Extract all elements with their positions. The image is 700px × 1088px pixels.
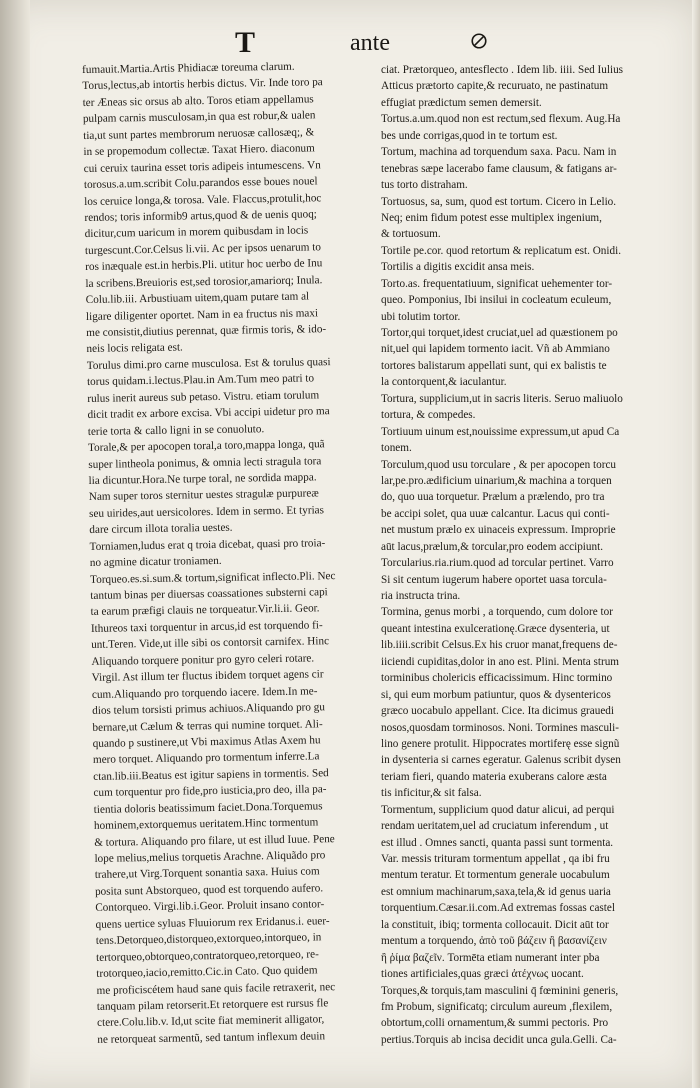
text-line: tanquam pilam retorserit.Et retorquere est rursus fle: [96, 997, 329, 1013]
text-line: lib.iiii.scribit Celsus.Ex his cruor manat,frequens de-: [381, 639, 618, 652]
text-line: Tormina, genus morbi , a torquendo, cum dolore tor: [381, 606, 613, 619]
text-line: cui ceruix taurina esset toris adipeis intumescens. Vn: [83, 158, 321, 175]
text-line: Virgil. Ast illum ter fluctus ibidem torquet agens cir: [91, 668, 324, 685]
binding-gutter: [0, 0, 30, 1088]
text-line: posita sunt Abstorqueo, quod est torquendo aufero.: [94, 882, 324, 898]
text-line: ciat. Prætorqueo, antesflecto . Idem lib. iiii. Sed Iulius: [381, 64, 624, 76]
text-line: Torniamen,ludus erat q troia dicebat, quasi pro troia-: [89, 536, 326, 553]
text-line: tis inficitur,& sit falsa.: [381, 787, 482, 800]
text-line: Torto.as. frequentatiuum, significat uehementer tor-: [381, 277, 613, 290]
text-line: Neq; enim fidum potest esse multiplex ingenium,: [381, 211, 602, 224]
text-line: bes unde corrigas,quod in te tortum est.: [381, 129, 558, 142]
text-line: pulpam carnis musculosam,in qua est robur,& ualen: [82, 109, 316, 126]
text-line: Torus,lectus,ab intortis herbis dictus. Vir. Inde toro pa: [82, 76, 323, 93]
text-line: Tormentum, supplicium quod datur alicui, ad perqui: [381, 803, 615, 816]
text-line: ἢ ῥίμα βαζεῖν. Tormēta etiam numerant inter pba: [381, 951, 600, 964]
text-line: Colu.lib.iii. Arbustiuam uitem,quam putare tam al: [85, 290, 310, 307]
text-line: do, quo uua torquetur. Prælum a prælendo, pro tra: [381, 491, 605, 504]
text-line: Aliquando torquere ponitur pro gyro celeri rotare.: [91, 652, 315, 668]
text-line: trotorqueo,iacio,remitto.Cic.in Cato. Quo quidem: [96, 964, 318, 980]
text-line: græco uocabulo appellant. Cice. Ita dicimus grauedi: [381, 705, 614, 718]
text-line: mentum a torquendo, ἀπὸ τοῦ βάζειν ἢ βασανίζειν: [381, 935, 607, 948]
text-line: Ithureos taxi torquentur in arcus,id est torquendo fi-: [90, 619, 323, 635]
text-line: torus quidam.i.lectus.Plau.in Am.Tum meo patri to: [86, 372, 315, 389]
text-line: iiciendi cupiditas,dolor in ano est. Plini. Menta strum: [381, 655, 620, 668]
text-line: cum torquentur pro fide,pro iusticia,pro deo, illa pa-: [93, 783, 327, 800]
text-line: Si sit centum iugerum habere oportet uasa torcula-: [381, 573, 607, 586]
text-line: tiones artificiales,quas græci ἀτέχνως uocant.: [381, 968, 584, 981]
text-line: bernare,ut Cælum & terras qui numine torquet. Ali-: [92, 717, 323, 734]
text-line: si, qui eum morbum patiuntur, quos & dysentericos: [381, 688, 611, 701]
text-line: est illud . Omnes sancti, quanta passi sunt tormenta.: [381, 836, 614, 849]
text-line: tia,ut sunt partes membrorum neruosæ callosæq;, &: [83, 126, 315, 142]
text-line: Contorqueo. Virgi.lib.i.Geor. Proluit insano contor-: [95, 898, 325, 915]
text-line: Torale,& per apocopen toral,a toro,mappa longa, quã: [87, 438, 325, 455]
text-line: rulus inerit aureus sub petaso. Vistru. etiam torulum: [87, 389, 320, 405]
text-line: lia dicuntur.Hora.Ne turpe toral, ne sordida mappa.: [88, 471, 317, 487]
text-line: lar,pe.pro.ædificium uinarium,& machina a torquen: [381, 474, 612, 487]
text-line: & tortuosum.: [381, 228, 441, 241]
text-line: torquentium.Cæsar.ii.com.Ad extremas fossas castel: [381, 902, 615, 915]
text-line: Var. messis trituram tormentum appellat , qa ibi fru: [381, 853, 610, 865]
text-line: tortores balistarum appellati sunt, qui ex balistis te: [381, 359, 607, 372]
text-line: tientia doloris beatissimum faciet.Dona.Torquemus: [93, 800, 323, 816]
text-line: in se propemodum collectæ. Taxat Hiero. diaconum: [83, 142, 315, 159]
text-line: tonem.: [381, 442, 412, 455]
text-line: fm Probum, significatq; circulum aureum ,flexilem,: [381, 1000, 613, 1013]
text-line: mero torquet. Aliquando pro tormentum inferre.La: [92, 750, 320, 767]
text-line: ros inæquale est.in herbis.Pli. utitur hoc uerbo de Inu: [85, 257, 323, 274]
text-line: super lintheola ponimus, & omnia lecti stragula tora: [88, 454, 322, 471]
text-line: me consistit,diutius perennat, quæ firmis toris, & ido-: [86, 323, 327, 339]
running-head-word: ante: [350, 30, 390, 56]
text-line: turgescunt.Cor.Celsus li.vii. Ac per ipsos uenarum to: [84, 241, 321, 257]
text-line: Tortiuum uinum est,nouissime expressum,ut apud Ca: [381, 425, 620, 438]
text-line: Tortuosus, sa, sum, quod est tortum. Cicero in Lelio.: [381, 195, 617, 208]
text-line: torosus.a.um.scribit Colu.parandos esse boues nouel: [83, 175, 318, 192]
text-line: queo. Pomponius, Ibi insilui in cocleatum eculeum,: [381, 294, 612, 307]
text-line: Tortile pe.cor. quod retortum & replicatum est. Onidi.: [381, 244, 621, 257]
text-line: Torcularius.ria.rium.quod ad torcular pertinet. Varro: [381, 557, 614, 570]
text-line: Torulus dimi.pro carne musculosa. Est & torulus quasi: [86, 356, 331, 372]
text-line: la scribens.Breuioris est,sed torosior,amariorq; Inula.: [85, 273, 323, 290]
text-line: pertius.Torquis ab incisa decidit unca gula.Gelli. Ca-: [381, 1033, 617, 1046]
text-line: dicit tradit ex arbore excisa. Vbi accipi uidetur pro ma: [87, 405, 330, 422]
text-line: tantum binas per diuersas coassationes substerni capi: [90, 586, 328, 602]
text-line: & tortura. Aliquando pro filare, ut est illud Iuue. Pene: [94, 832, 335, 849]
text-line: tortura, & compedes.: [381, 409, 476, 422]
text-line: dicitur,cum uaricum in morem quibusdam in locis: [84, 224, 309, 241]
text-line: dare circum illota toralia uestes.: [89, 521, 233, 537]
text-line: ter Æneas sic orsus ab alto. Toros etiam appellamus: [82, 93, 314, 109]
text-line: trahere,ut Virg.Torquent sonantia saxa. Huius com: [94, 865, 320, 882]
text-line: neis locis religata est.: [86, 341, 183, 356]
text-line: ctan.lib.iii.Beatus est igitur sapiens in tormentis. Sed: [93, 767, 329, 783]
text-line: ctere.Colu.lib.v. Id,ut scite fiat meminerit alligator,: [97, 1013, 325, 1030]
text-line: la constituit, ibiq; tormenta collocauit. Dicit aūt tor: [381, 918, 609, 931]
text-line: net mustum prælo ex uinaceis expressum. Improprie: [381, 524, 616, 537]
page-edge: [692, 0, 700, 1088]
text-line: la contorquent,& iaculantur.: [381, 376, 507, 389]
text-line: Tortilis a digitis excidit ansa meis.: [381, 261, 535, 274]
text-line: Atticus prætorto capite,& recuruato, ne pastinatum: [381, 80, 609, 93]
text-line: Torques,& torquis,tam masculini q̄ fœminini generis,: [381, 984, 619, 997]
text-line: seu uirides,aut uersicolores. Idem in sermo. Et tyrias: [89, 504, 325, 520]
text-line: Torqueo.es.si.sum.& tortum,significat inflecto.Pli. Nec: [90, 569, 336, 586]
text-line: ta earum præfigi clauis ne torqueatur.Vir.li.ii. Geor.: [90, 602, 320, 619]
text-line: cum.Aliquando pro torquendo iacere. Idem.In me-: [91, 685, 318, 701]
text-line: ubi tolutim tortor.: [381, 310, 461, 323]
text-line: be accipi solet, qua uuæ calcantur. Lacus qui conti-: [381, 507, 610, 520]
right-text-column: [381, 62, 681, 1048]
text-line: Tortum, machina ad torquendum saxa. Pacu. Nam in: [381, 146, 617, 159]
text-line: no agmine dicatur troniamen.: [89, 554, 222, 570]
text-line: queant intestina exulcerationę.Græce dysenteria, ut: [381, 622, 610, 635]
text-line: fumauit.Martia.Artis Phidiacæ toreuma clarum.: [82, 60, 295, 76]
text-line: tertorqueo,obtorqueo,contratorqueo,retorqueo, re-: [95, 948, 319, 964]
text-line: hominem,extorquemus ueritatem.Hinc tormentum: [93, 816, 319, 833]
text-line: quando p sustinere,ut Vbi maximus Atlas Axem hu: [92, 734, 321, 750]
left-text-column: [82, 57, 387, 1048]
text-line: lope melius,melius torquetis Arachne. Aliquãdo pro: [94, 849, 326, 865]
text-line: dios telum torsisti primus achiuos.Aliquando pro gu: [92, 701, 326, 717]
text-line: Nam super toros sternitur uestes stragulæ purpureæ: [88, 487, 319, 504]
text-line: ria instructa trina.: [381, 590, 461, 602]
text-line: quens uertice syluas Fluuiorum rex Eridanus.i. euer-: [95, 914, 330, 931]
text-line: ligare diligenter oportet. Nam in ea fructus nis maxi: [85, 306, 319, 323]
text-line: lino genere protulit. Hippocrates mortiferę esse signũ: [381, 737, 620, 750]
text-line: me proficiscétem haud sane quis facile retraxerit, nec: [96, 980, 336, 997]
text-line: Torculum,quod usu torculare , & per apocopen torcu: [381, 458, 617, 471]
text-line: tus torto distraham.: [381, 179, 468, 192]
text-line: tenebras sæpe lacerabo fame clausum, & fatigans ar-: [381, 162, 617, 175]
text-line: effugiat prædictum semen demersit.: [381, 96, 542, 109]
text-line: in dysenteria si carnes egeratur. Galenus scribit dysen: [381, 754, 621, 767]
text-line: torminibus cholericis efficacissimum. Hinc tormino: [381, 672, 613, 685]
text-line: Tortus.a.um.quod non est rectum,sed flexum. Aug.Ha: [381, 113, 621, 126]
text-line: rendam ueritatem,uel ad cruciatum inferendum , ut: [381, 820, 609, 833]
text-line: mentum teratur. Et tormentum generale uocabulum: [381, 869, 610, 882]
text-line: obtortum,colli ornamentum,& summi pectoris. Pro: [381, 1017, 609, 1030]
text-line: teriam fieri, quando materia exuberans calore æsta: [381, 770, 607, 783]
text-line: unt.Teren. Vide,ut ille sibi os contorsit carnifex. Hinc: [91, 635, 330, 652]
text-line: los ceruice longa,& torosa. Vale. Flaccus,protulit,hoc: [84, 191, 322, 208]
text-line: est omnium machinarum,saxa,tela,& id genus uaria: [381, 885, 611, 898]
text-line: ne retorqueat sarmentũ, sed tantum inflexum deuin: [97, 1030, 326, 1046]
text-line: Tortura, supplicium,ut in sacris literis. Seruo maliuolo: [381, 392, 623, 405]
running-head-initial: T: [235, 26, 256, 59]
text-line: tens.Detorqueo,distorqueo,extorqueo,intorqueo, in: [95, 931, 322, 948]
circle-slash-mark-icon: [470, 32, 488, 50]
text-line: rendos; toris informib9 artus,quod & de uenis quoq;: [84, 208, 317, 224]
text-line: Tortor,qui torquet,idest cruciat,uel ad quæstionem po: [381, 327, 618, 339]
text-line: nosos,quosdam torminosos. Noni. Tormines masculi-: [381, 721, 619, 734]
text-line: terie torta & callo ligni in se conuoluto.: [87, 422, 265, 438]
text-line: aūt lacus,prælum,& torcular,pro eodem accipiunt.: [381, 540, 603, 553]
text-line: nit,uel qui lapidem tormento iacit. Vñ ab Ammiano: [381, 343, 610, 356]
